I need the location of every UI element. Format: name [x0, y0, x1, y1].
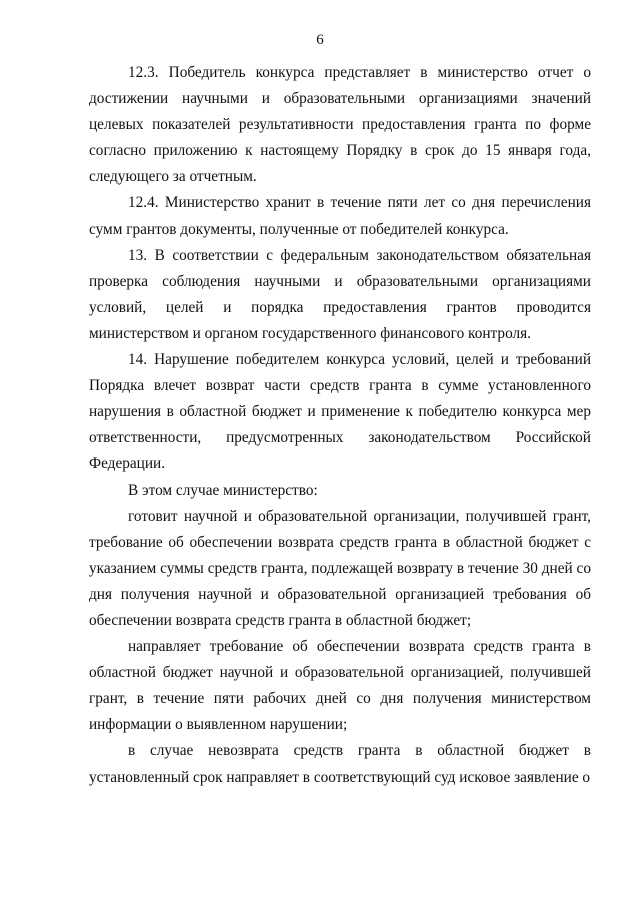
paragraph-sends-demand: направляет требование об обеспечении возврата средств гранта в областной бюджет научной и образовательной организацией, получившей грант, в течение пяти рабочих дней со дня получения министерством информации о выявленном нарушении;	[89, 638, 591, 734]
paragraph-prepares-demand: готовит научной и образовательной организации, получившей грант, требование об обеспечении возврата средств гранта в областной бюджет с указанием суммы средств гранта, подлежащей возврату в течение 30 дней со дня получения научной и образовательной организацией требования об обеспечении возврата средств гранта в областной бюджет;	[89, 507, 591, 629]
paragraph-ministry-intro: В этом случае министерство:	[128, 481, 318, 499]
paragraph-13: 13. В соответствии с федеральным законодательством обязательная проверка соблюдения научными и образовательными организациями условий, целей и порядка предоставления грантов проводится министерством и органом государственного финансового контроля.	[89, 246, 591, 342]
paragraph-non-return: в случае невозврата средств гранта в областной бюджет в установленный срок направляет в соответствующий суд исковое заявление о	[89, 742, 591, 786]
page-number: 6	[316, 32, 324, 48]
paragraph-14: 14. Нарушение победителем конкурса условий, целей и требований Порядка влечет возврат части средств гранта в сумме установленного нарушения в областной бюджет и применение к победителю конкурса мер ответственности, предусмотренных законодательством Российской Федерации.	[89, 351, 591, 473]
document-body	[89, 60, 591, 791]
paragraph-12-4: 12.4. Министерство хранит в течение пяти лет со дня перечисления сумм грантов документы, полученные от победителей конкурса.	[89, 194, 591, 238]
paragraph-12-3: 12.3. Победитель конкурса представляет в министерство отчет о достижении научными и образовательными организациями значений целевых показателей результативности предоставления гранта по форме согласно приложению к настоящему Порядку в срок до 15 января года, следующего за отчетным.	[89, 64, 591, 186]
